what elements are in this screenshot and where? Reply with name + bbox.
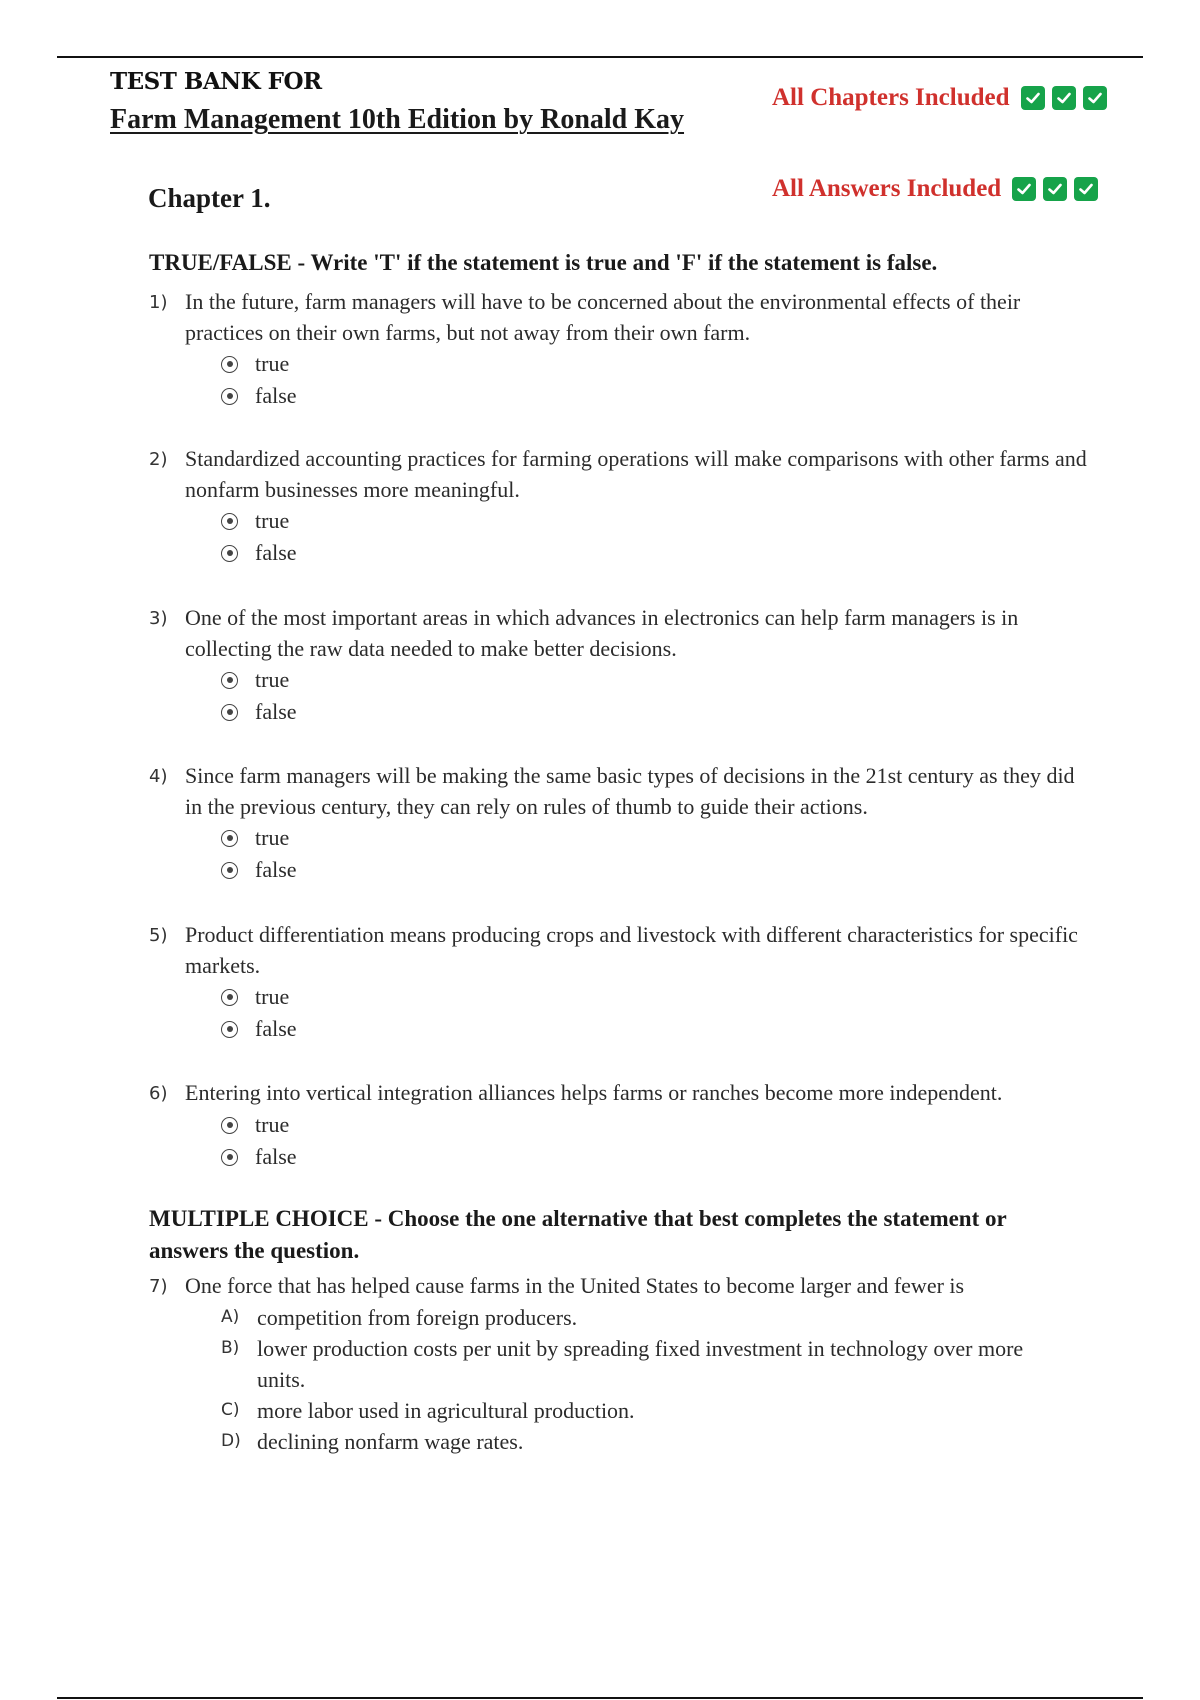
- all-chapters-label: All Chapters Included: [772, 84, 1010, 111]
- radio-icon[interactable]: [221, 989, 238, 1006]
- radio-icon[interactable]: [221, 1021, 238, 1038]
- radio-icon[interactable]: [221, 1149, 238, 1166]
- question-3: [149, 602, 1089, 728]
- question-text: Standardized accounting practices for farming operations will make comparisons with other farms and nonfarm businesses more meaningful.: [185, 446, 1087, 502]
- question-number: 1): [149, 292, 168, 313]
- choice-letter: D): [221, 1431, 241, 1451]
- check-group: [1021, 86, 1107, 110]
- radio-icon[interactable]: [221, 356, 238, 373]
- option-false[interactable]: [221, 696, 1089, 728]
- question-text: In the future, farm managers will have to be concerned about the environmental effects of their practices on their own farms, but not away from their own farm.: [185, 289, 1021, 345]
- all-answers-label: All Answers Included: [772, 175, 1002, 202]
- check-box-icon: [1021, 86, 1045, 110]
- check-group: [1012, 177, 1098, 201]
- option-label: false: [255, 857, 297, 882]
- check-box-icon: [1074, 177, 1098, 201]
- option-label: true: [255, 508, 290, 533]
- option-label: false: [255, 1144, 297, 1169]
- option-true[interactable]: [221, 664, 1089, 696]
- question-text: One force that has helped cause farms in the United States to become larger and fewer is: [185, 1273, 965, 1298]
- choice-text: lower production costs per unit by spreading fixed investment in technology over more units.: [257, 1336, 1024, 1392]
- question-number: 2): [149, 449, 168, 470]
- question-number: 5): [149, 925, 168, 946]
- radio-icon[interactable]: [221, 672, 238, 689]
- option-false[interactable]: [221, 380, 1089, 412]
- true-false-heading: TRUE/FALSE - Write 'T' if the statement is true and 'F' if the statement is false.: [149, 250, 938, 275]
- choice-letter: B): [221, 1338, 240, 1358]
- option-label: true: [255, 667, 290, 692]
- option-true[interactable]: [221, 981, 1089, 1013]
- question-7: [149, 1270, 1089, 1457]
- option-true[interactable]: [221, 505, 1089, 537]
- bottom-rule: [57, 1697, 1143, 1699]
- choice-letter: C): [221, 1400, 240, 1420]
- option-label: true: [255, 984, 290, 1009]
- choice-d[interactable]: [221, 1426, 1089, 1457]
- choice-a[interactable]: [221, 1302, 1089, 1333]
- option-label: true: [255, 825, 290, 850]
- question-6: [149, 1077, 1089, 1173]
- question-text: Entering into vertical integration alliances helps farms or ranches become more independent.: [185, 1080, 1003, 1105]
- question-4: [149, 760, 1089, 886]
- radio-icon[interactable]: [221, 513, 238, 530]
- question-number: 3): [149, 608, 168, 629]
- radio-icon[interactable]: [221, 545, 238, 562]
- option-false[interactable]: [221, 854, 1089, 886]
- check-box-icon: [1043, 177, 1067, 201]
- radio-icon[interactable]: [221, 388, 238, 405]
- radio-icon[interactable]: [221, 704, 238, 721]
- option-true[interactable]: [221, 348, 1089, 380]
- question-1: [149, 286, 1089, 412]
- option-label: false: [255, 1016, 297, 1041]
- question-number: 4): [149, 766, 168, 787]
- choice-c[interactable]: [221, 1395, 1089, 1426]
- question-text: Since farm managers will be making the same basic types of decisions in the 21st century as they did in the previous century, they can rely on rules of thumb to guide their actions.: [185, 763, 1075, 819]
- question-text: Product differentiation means producing crops and livestock with different characteristics for specific markets.: [185, 922, 1078, 978]
- option-false[interactable]: [221, 537, 1089, 569]
- radio-icon[interactable]: [221, 830, 238, 847]
- choice-b[interactable]: [221, 1333, 1089, 1395]
- all-answers-badge: [772, 175, 1098, 203]
- radio-icon[interactable]: [221, 1117, 238, 1134]
- option-label: true: [255, 351, 290, 376]
- doc-kicker: TEST BANK FOR: [110, 68, 322, 95]
- doc-title: Farm Management 10th Edition by Ronald Kay: [110, 104, 685, 135]
- radio-icon[interactable]: [221, 862, 238, 879]
- choice-text: declining nonfarm wage rates.: [257, 1429, 524, 1454]
- question-2: [149, 443, 1089, 569]
- chapter-title: Chapter 1.: [148, 183, 271, 213]
- top-rule: [57, 56, 1143, 58]
- option-label: true: [255, 1112, 290, 1137]
- choice-text: more labor used in agricultural production.: [257, 1398, 635, 1423]
- check-box-icon: [1012, 177, 1036, 201]
- option-label: false: [255, 540, 297, 565]
- option-true[interactable]: [221, 822, 1089, 854]
- option-false[interactable]: [221, 1013, 1089, 1045]
- question-5: [149, 919, 1089, 1045]
- check-box-icon: [1083, 86, 1107, 110]
- option-label: false: [255, 383, 297, 408]
- check-box-icon: [1052, 86, 1076, 110]
- option-label: false: [255, 699, 297, 724]
- question-number: 7): [149, 1276, 168, 1297]
- all-chapters-badge: [772, 84, 1107, 112]
- question-number: 6): [149, 1083, 168, 1104]
- choice-text: competition from foreign producers.: [257, 1305, 578, 1330]
- choice-letter: A): [221, 1307, 240, 1327]
- option-false[interactable]: [221, 1141, 1089, 1173]
- question-text: One of the most important areas in which advances in electronics can help farm managers is in collecting the raw data needed to make better decisions.: [185, 605, 1019, 661]
- multiple-choice-heading: MULTIPLE CHOICE - Choose the one alternative that best completes the statement or answers the question.: [149, 1206, 1007, 1263]
- option-true[interactable]: [221, 1109, 1089, 1141]
